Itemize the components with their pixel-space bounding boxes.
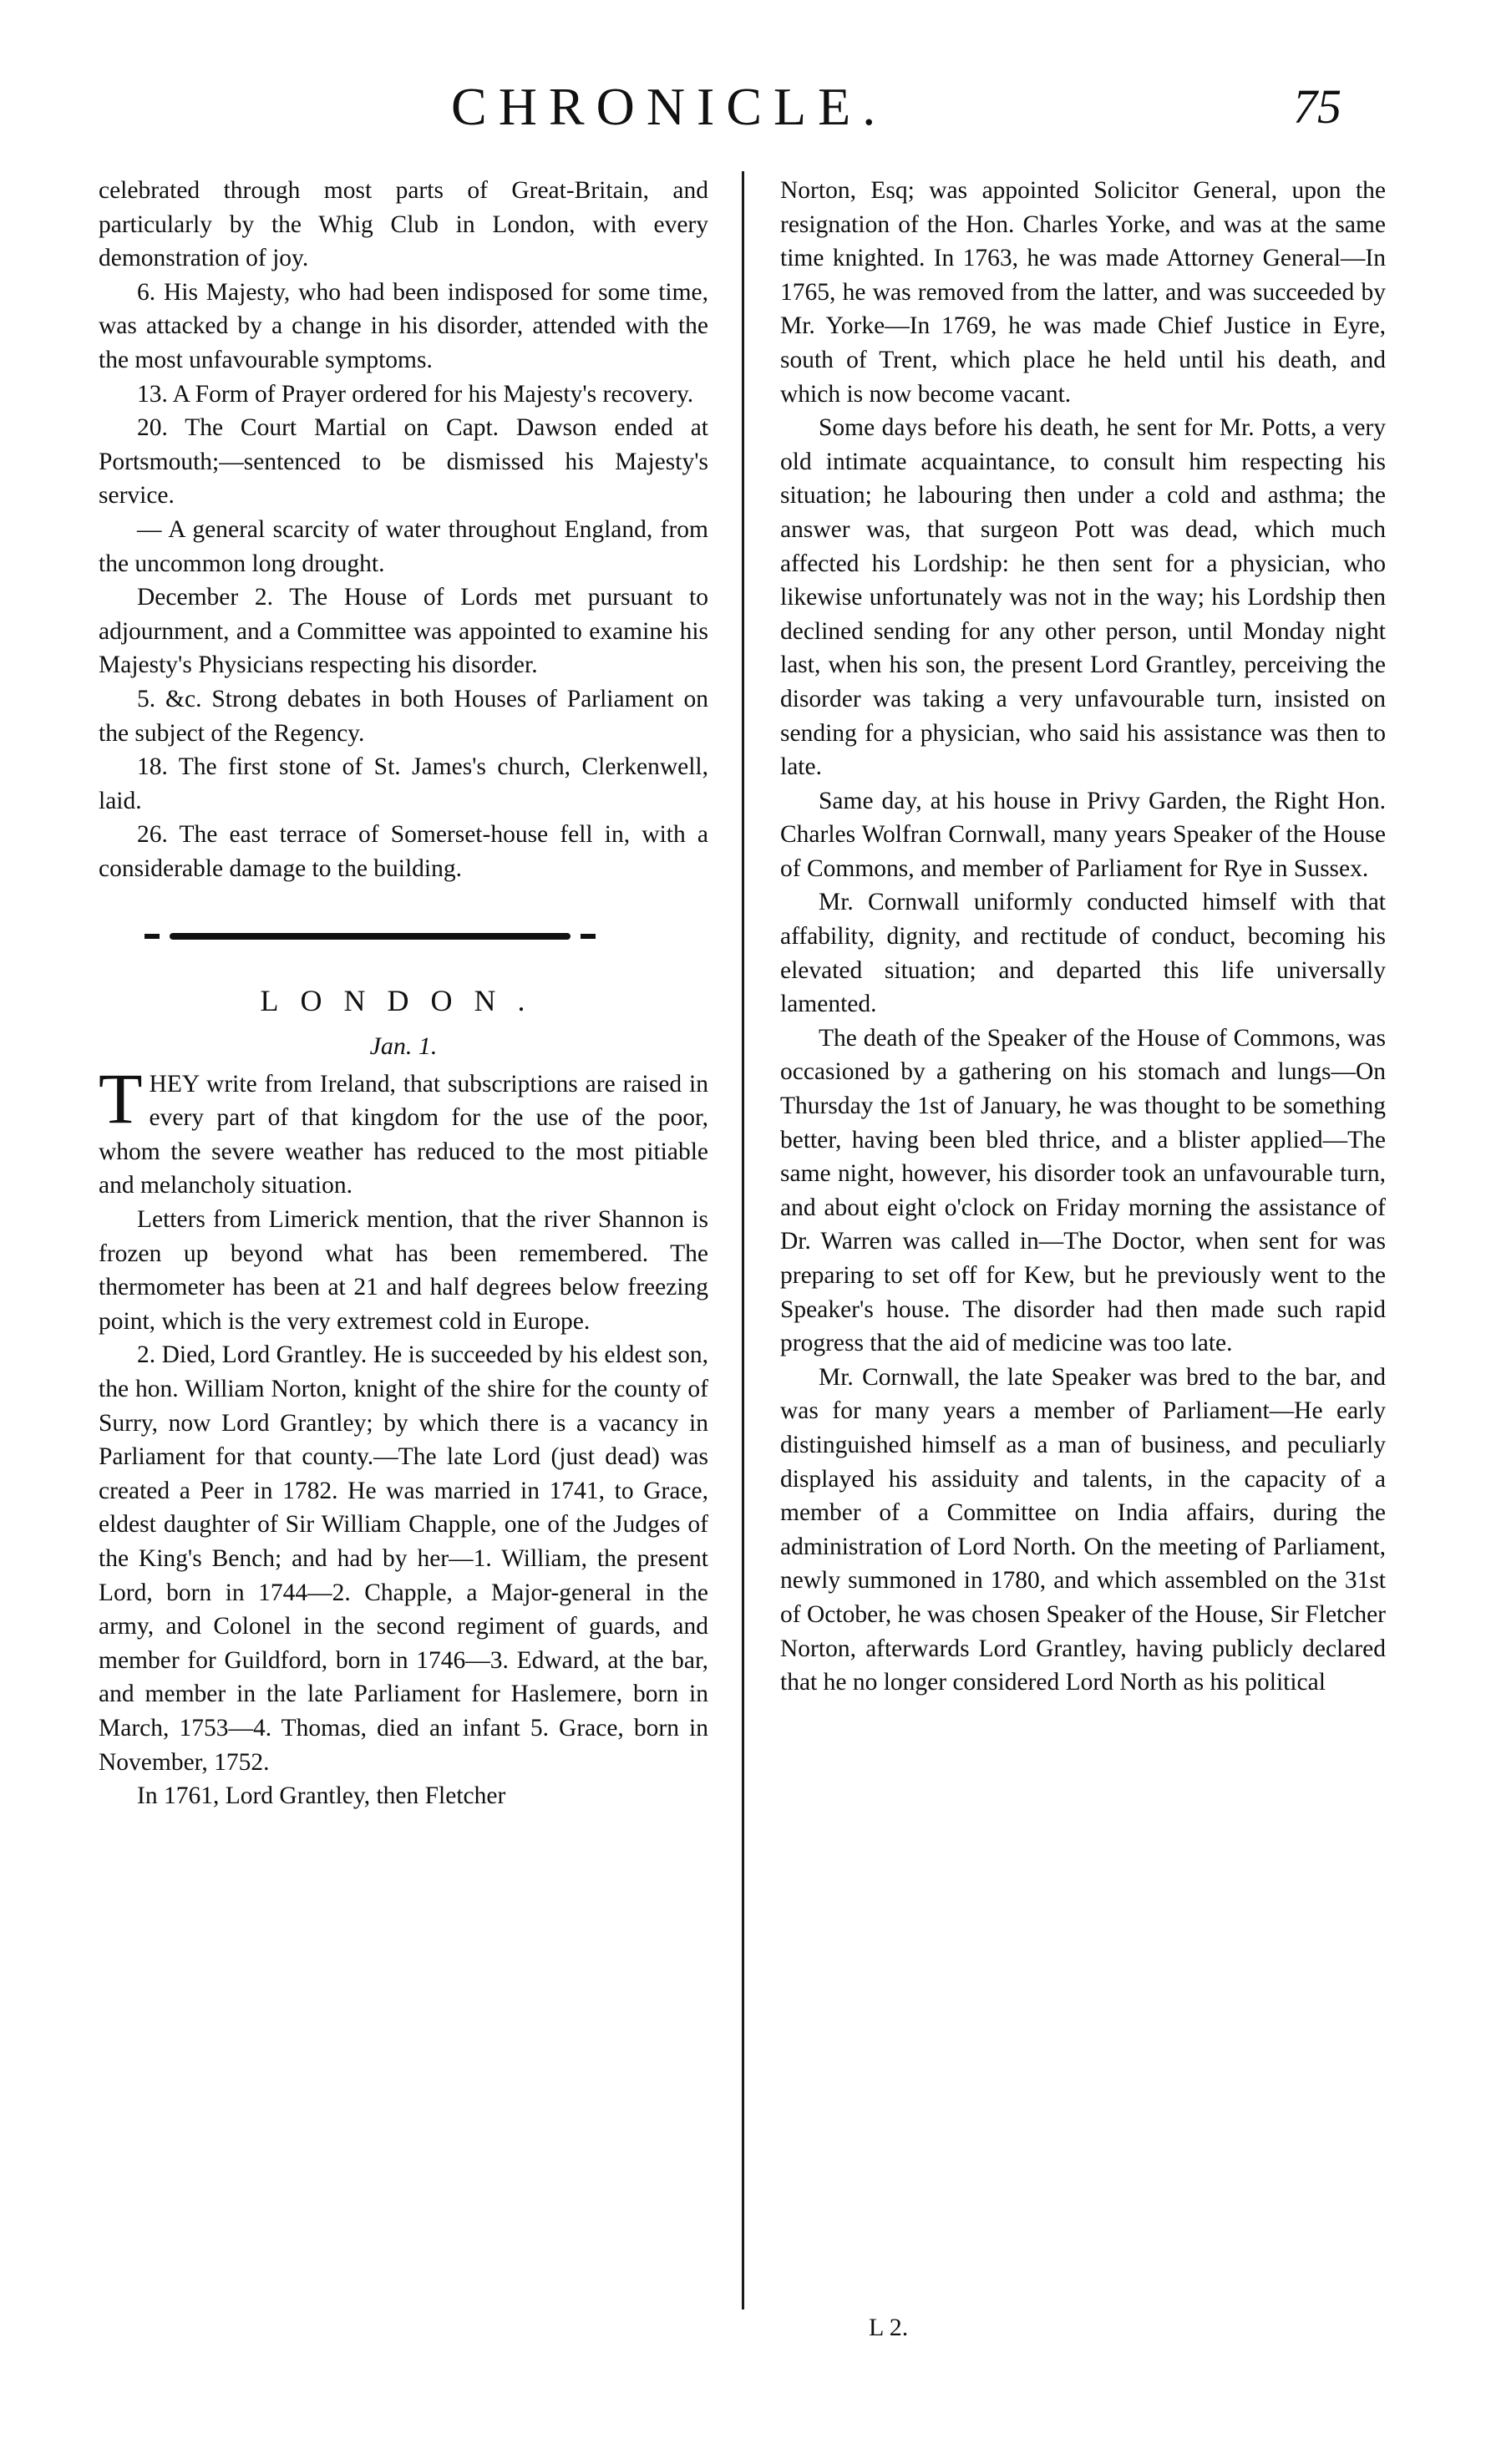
paragraph: 20. The Court Martial on Capt. Dawson ended at Portsmouth;—sentenced to be dismissed his Majesty's service.	[99, 414, 708, 510]
section-title: LONDON.	[260, 984, 547, 1018]
running-head	[0, 74, 1486, 140]
paragraph: Norton, Esq; was appointed Solicitor General, upon the resignation of the Hon. Charles Yorke, and was at the same time knighted. In 1763, he was made Attorney General—In 1765, he was removed from the latter, and was succeeded by Mr. Yorke—In 1769, he was made Chief Justice in Eyre, south of Trent, which place he held until his death, and which is now become vacant.	[780, 177, 1386, 408]
paragraph: 5. &c. Strong debates in both Houses of Parliament on the subject of the Regency.	[99, 685, 708, 747]
paragraph: Letters from Limerick mention, that the river Shannon is frozen up beyond what has been remembered. The thermometer has been at 21 and half degrees below freezing point, which is the very extremest cold in Europe.	[99, 1206, 708, 1335]
column-divider	[742, 171, 744, 2309]
drop-cap: T	[99, 1057, 143, 1138]
paragraph: 2. Died, Lord Grantley. He is succeeded by his eldest son, the hon. William Norton, knight of the shire for the county of Surry, now Lord Grantley; by which there is a vacancy in Parliament for that county.—The late Lord (just dead) was created a Peer in 1782. He was married in 1741, to Grace, eldest daughter of Sir William Chapple, one of the Judges of the King's Bench; and had by her—1. William, the present Lord, born in 1744—2. Chapple, a Major-general in the army, and Colonel in the second regiment of guards, and member for Guildford, born in 1746—3. Edward, at the bar, and member in the late Parliament for Haslemere, born in March, 1753—4. Thomas, died an infant 5. Grace, born in November, 1752.	[99, 1341, 708, 1776]
left-column	[99, 174, 708, 1813]
paragraph: 6. His Majesty, who had been indisposed for some time, was attacked by a change in his disorder, attended with the the most unfavourable symptoms.	[99, 278, 708, 373]
paragraph: In 1761, Lord Grantley, then Fletcher	[137, 1782, 506, 1810]
right-column	[780, 174, 1386, 1700]
paragraph: December 2. The House of Lords met pursuant to adjournment, and a Committee was appointed to examine his Majesty's Physicians respecting his disorder.	[99, 584, 708, 679]
dropcap-paragraph	[99, 1057, 708, 1203]
section-date: Jan. 1.	[369, 1032, 438, 1061]
paragraph: Some days before his death, he sent for Mr. Potts, a very old intimate acquaintance, to consult him respecting his situation; he labouring then under a cold and asthma; the answer was, that surgeon Pott was dead, which much affected his Lordship: he then sent for a physician, who likewise unfortunately was not in the way; his Lordship then declined sending for any other person, until Monday night last, when his son, the present Lord Grantley, perceiving the disorder was taking a very unfavourable turn, insisted on sending for a physician, who said his assistance was then to late.	[780, 414, 1386, 781]
paragraph: celebrated through most parts of Great-Britain, and particularly by the Whig Club in London, with every demonstration of joy.	[99, 177, 708, 272]
paragraph: 26. The east terrace of Somerset-house fell in, with a considerable damage to the building.	[99, 821, 708, 882]
dropcap-paragraph-text: HEY write from Ireland, that subscriptions are raised in every part of that kingdom for the use of the poor, whom the severe weather has reduced to the most pitiable and melancholy situation.	[99, 1070, 708, 1199]
paragraph: 13. A Form of Prayer ordered for his Majesty's recovery.	[137, 380, 694, 408]
paragraph: 18. The first stone of St. James's church, Clerkenwell, laid.	[99, 753, 708, 814]
page-number: 75	[1293, 79, 1341, 134]
ornamental-rule	[145, 930, 596, 942]
paragraph: The death of the Speaker of the House of Commons, was occasioned by a gathering on his stomach and lungs—On Thursday the 1st of January, he was thought to be something better, having been bled thrice, and a blister applied—The same night, however, his disorder took an unfavourable turn, and about eight o'clock on Friday morning the assistance of Dr. Warren was called in—The Doctor, when sent for was preparing to set off for Kew, but he previously went to the Speaker's house. The disorder had then made such rapid progress that the aid of medicine was too late.	[780, 1024, 1386, 1357]
paragraph: Mr. Cornwall, the late Speaker was bred to the bar, and was for many years a member of Parliament—He early distinguished himself as a man of business, and peculiarly displayed his assiduity and talents, in the capacity of a member of a Committee on India affairs, during the administration of Lord North. On the meeting of Parliament, newly summoned in 1780, and which assembled on the 31st of October, he was chosen Speaker of the House, Sir Fletcher Norton, afterwards Lord Grantley, having publicly declared that he no longer considered Lord North as his political	[780, 1363, 1386, 1696]
rule-bar	[170, 933, 571, 940]
rule-end-right	[581, 934, 596, 939]
rule-end-left	[145, 934, 160, 939]
signature-mark: L 2.	[869, 2314, 909, 2341]
running-title: CHRONICLE.	[451, 77, 888, 136]
paragraph: Mr. Cornwall uniformly conducted himself with that affability, dignity, and rectitude of conduct, becoming his elevated situation; and departed this life universally lamented.	[780, 889, 1386, 1018]
paragraph: — A general scarcity of water throughout England, from the uncommon long drought.	[99, 515, 708, 577]
paragraph: Same day, at his house in Privy Garden, the Right Hon. Charles Wolfran Cornwall, many years Speaker of the House of Commons, and member of Parliament for Rye in Sussex.	[780, 787, 1386, 882]
